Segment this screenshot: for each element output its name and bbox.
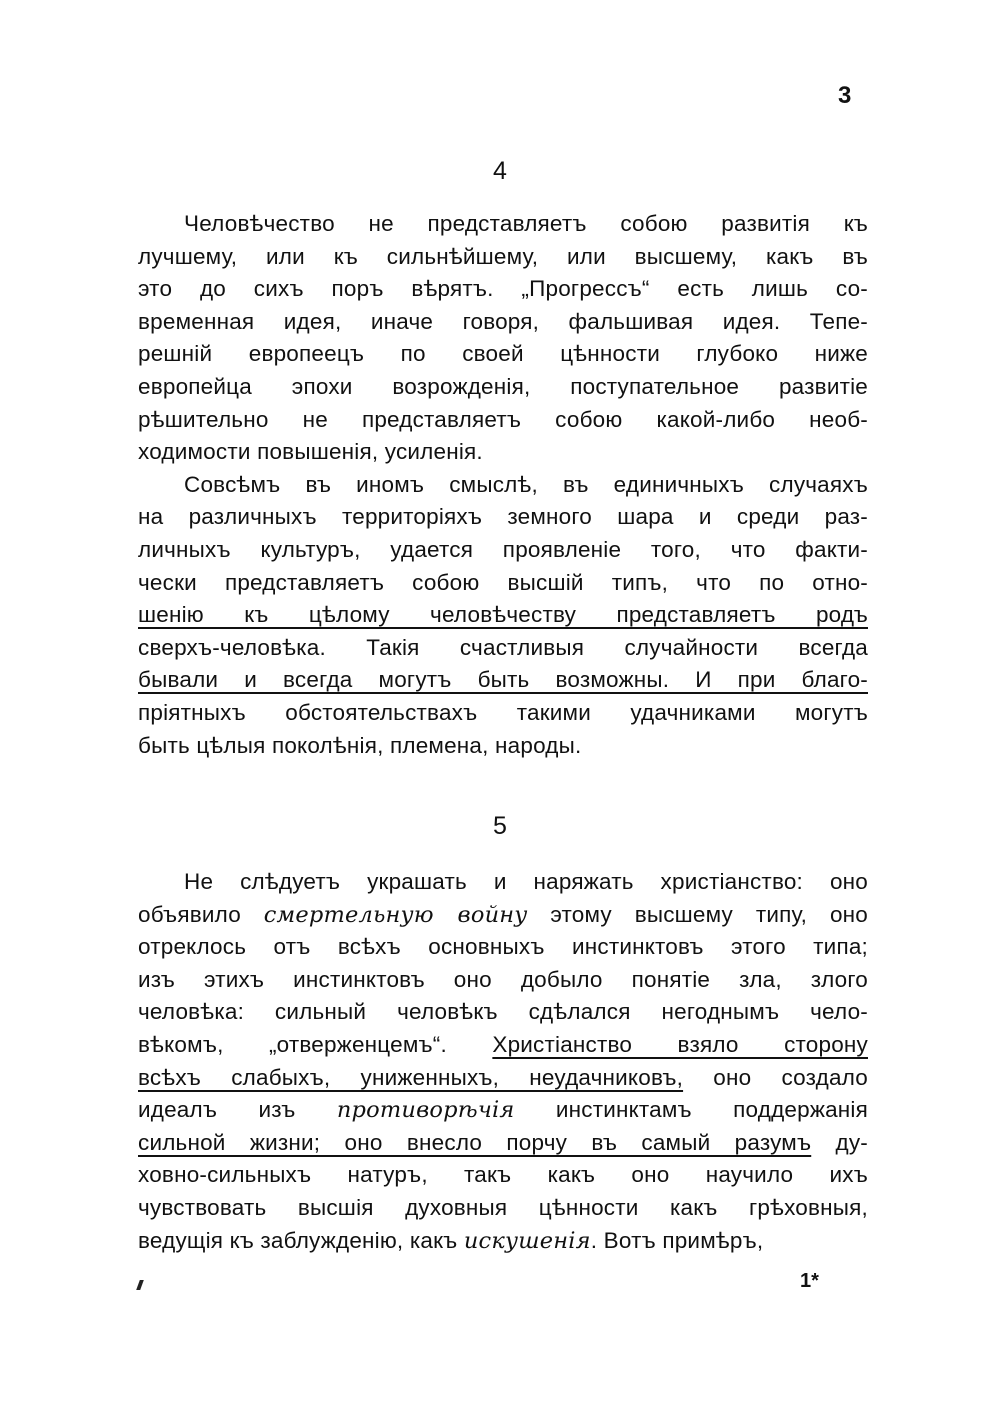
text-line: сильной жизни; оно внесло порчу въ самый разумъ ду-: [138, 1129, 868, 1155]
text-line: ховно-сильныхъ натуръ, такъ какъ оно научило ихъ: [138, 1162, 868, 1188]
text-line: чески представляетъ собою высшій типъ, что по отно-: [138, 569, 868, 595]
text-line: человѣка: сильный человѣкъ сдѣлался негоднымъ чело-: [138, 999, 868, 1025]
underlined-phrase: всѣхъ слабыхъ, униженныхъ, неудачниковъ,: [138, 1064, 684, 1090]
text-line: решній европеецъ по своей цѣнности глубоко ниже: [138, 341, 868, 367]
margin-mark: [136, 1280, 144, 1290]
text-line: Человѣчество не представляетъ собою развитія къ: [184, 211, 868, 236]
underlined-phrase: сильной жизни; оно внесло порчу въ самый разумъ: [138, 1129, 812, 1155]
text-line: быть цѣлыя поколѣнія, племена, народы.: [138, 732, 582, 758]
text-line: ведущія къ заблужденію, какъ искушенія. Вотъ примѣръ,: [138, 1227, 764, 1254]
text-line: идеалъ изъ противорѣчія инстинктамъ поддержанія: [138, 1097, 868, 1124]
text-line: европейца эпохи возрожденія, поступательное развитіе: [138, 373, 868, 399]
text-line: личныхъ культуръ, удается проявленіе того, что факти-: [138, 536, 868, 562]
section-number-5: 5: [493, 812, 507, 840]
text-line: всѣхъ слабыхъ, униженныхъ, неудачниковъ, оно создало: [138, 1064, 868, 1090]
text-line: это до сихъ поръ вѣрятъ. „Прогрессъ“ есть лишь со-: [138, 276, 868, 302]
text-line: объявило смертельную войну этому высшему типу, оно: [138, 901, 868, 928]
italic-phrase: смертельную войну: [263, 901, 528, 928]
text-line-underlined: шенію къ цѣлому человѣчеству представляетъ родъ: [138, 602, 868, 628]
text-line: временная идея, иначе говоря, фальшивая идея. Тепе-: [138, 308, 868, 334]
text-line: рѣшительно не представляетъ собою какой-либо необ-: [138, 406, 868, 432]
text-line: Не слѣдуетъ украшать и наряжать христіанство: оно: [184, 869, 868, 894]
text-line: на различныхъ территоріяхъ земного шара и среди раз-: [138, 504, 868, 530]
underlined-phrase: Христіанство взяло сторону: [492, 1031, 868, 1057]
page-number: 3: [838, 82, 852, 109]
text-line-underlined: бывали и всегда могутъ быть возможны. И при благо-: [138, 667, 868, 693]
section-number-4: 4: [493, 157, 507, 185]
text-line: пріятныхъ обстоятельствахъ такими удачниками могутъ: [138, 699, 868, 725]
section-4-text: [138, 208, 868, 762]
text-line: отреклось отъ всѣхъ основныхъ инстинктовъ этого типа;: [138, 934, 868, 960]
text-line: Совсѣмъ въ иномъ смыслѣ, въ единичныхъ случаяхъ: [184, 471, 868, 497]
section-5-text: [138, 866, 868, 1257]
text-line: сверхъ-человѣка. Такія счастливыя случайности всегда: [138, 634, 868, 660]
signature-mark: 1*: [800, 1270, 819, 1292]
text-line: ходимости повышенія, усиленія.: [138, 439, 483, 465]
text-line: изъ этихъ инстинктовъ оно добыло понятіе зла, злого: [138, 966, 868, 992]
text-line: чувствовать высшія духовныя цѣнности какъ грѣховныя,: [138, 1194, 868, 1220]
italic-phrase: искушенія: [463, 1227, 591, 1254]
italic-phrase: противорѣчія: [336, 1097, 515, 1124]
text-line: лучшему, или къ сильнѣйшему, или высшему, какъ въ: [138, 243, 868, 269]
text-line: вѣкомъ, „отверженцемъ“. Христіанство взяло сторону: [138, 1031, 868, 1057]
